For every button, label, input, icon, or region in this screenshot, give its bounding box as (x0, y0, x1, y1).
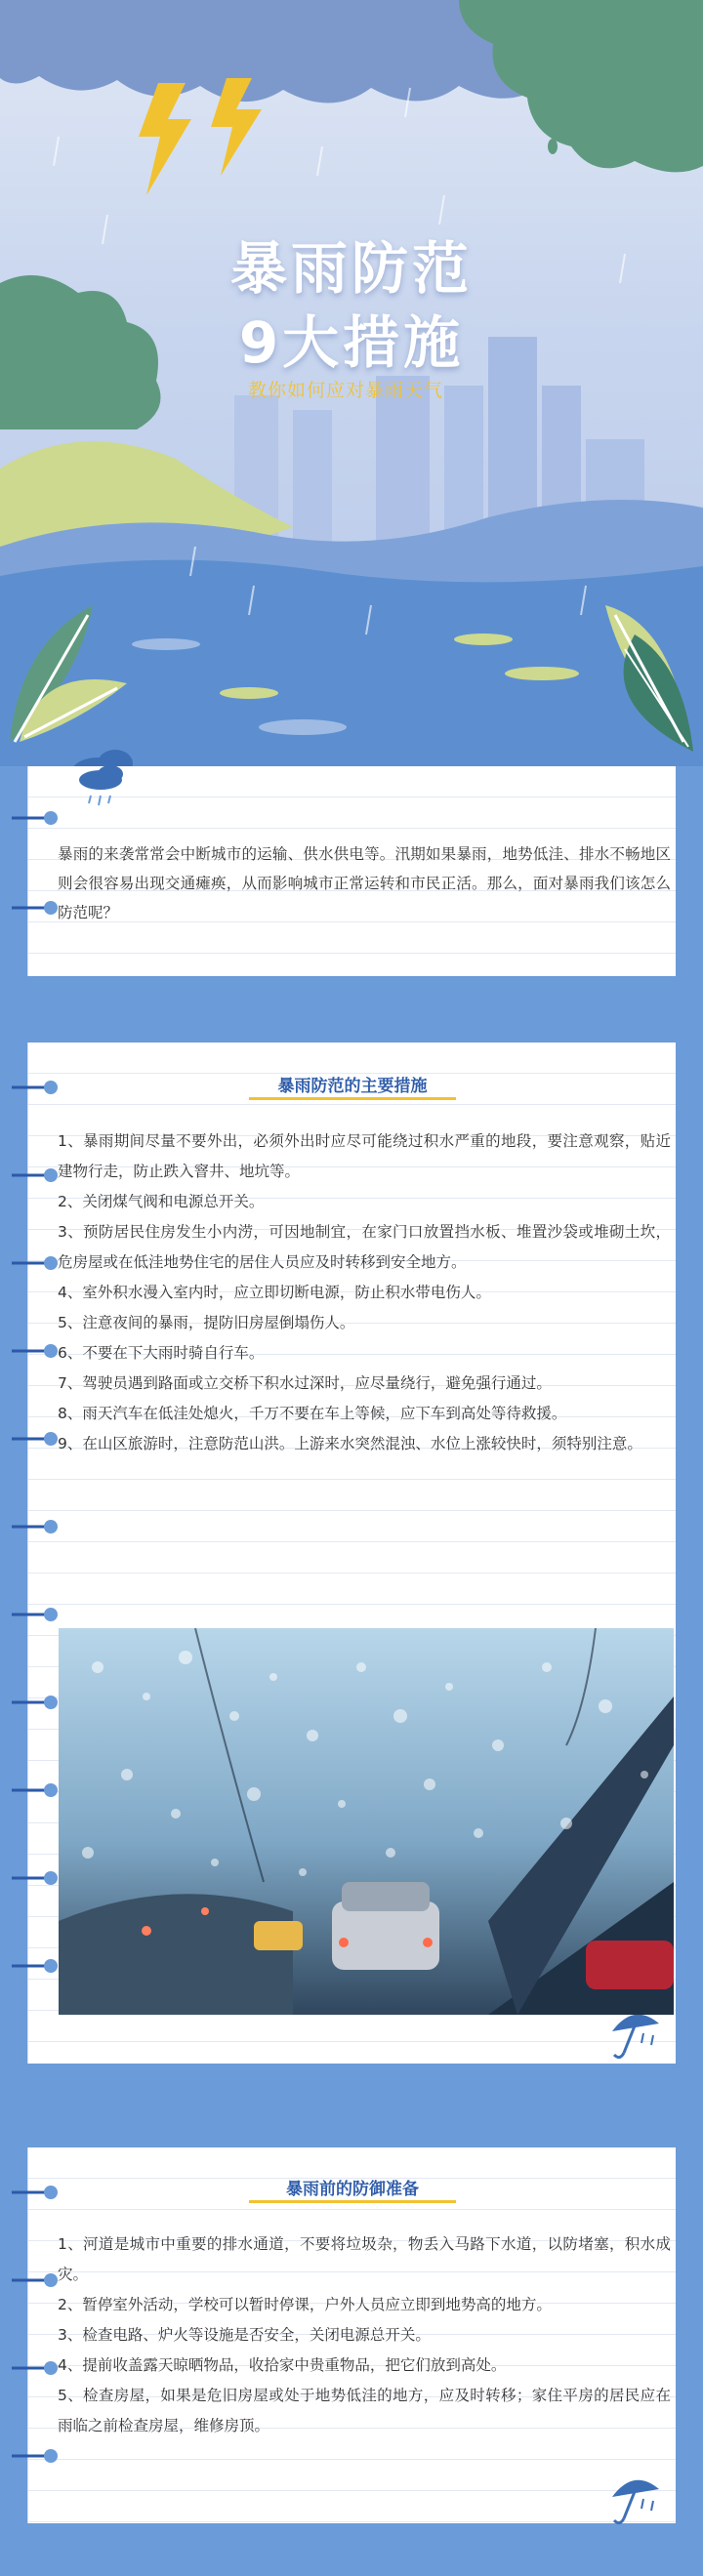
section-title-preparation: 暴雨前的防御准备 (286, 2180, 419, 2199)
binder-ring-icon (12, 808, 61, 828)
list-item: 3、检查电路、炉火等设施是否安全，关闭电源总开关。 (58, 2326, 431, 2344)
binder-ring-icon (12, 1956, 61, 1976)
binder-ring-icon (12, 2183, 61, 2202)
hero-subtitle: 教你如何应对暴雨天气 (248, 380, 444, 401)
list-item: 4、提前收盖露天晾晒物品，收拾家中贵重物品，把它们放到高处。 (58, 2356, 507, 2374)
binder-ring-icon (12, 1517, 61, 1536)
title-underline (249, 2200, 456, 2203)
list-item: 8、雨天汽车在低洼处熄火，千万不要在车上等候，应下车到高处等待救援。 (58, 1405, 567, 1422)
hero-title-line2: 9大措施 (238, 309, 465, 376)
binder-ring-icon (12, 1165, 61, 1185)
list-item: 3、预防居民住房发生小内涝，可因地制宜，在家门口放置挡水板、堆置沙袋或堆砌土坎，危房屋或在低洼地势住宅的居住人员应及时转移到安全地方。 (58, 1223, 671, 1271)
list-item: 5、注意夜间的暴雨，提防旧房屋倒塌伤人。 (58, 1314, 355, 1331)
binder-ring-icon (12, 1341, 61, 1361)
hero-banner (0, 0, 703, 766)
hero-title-line1: 暴雨防范 (229, 235, 473, 302)
binder-ring-icon (12, 1605, 61, 1624)
measures-list (58, 1126, 671, 1459)
binder-ring-icon (12, 1868, 61, 1888)
list-item: 2、关闭煤气阀和电源总开关。 (58, 1193, 265, 1210)
binder-ring-icon (12, 1780, 61, 1800)
rain-cloud-icon (71, 766, 130, 815)
list-item: 1、暴雨期间尽量不要外出，必须外出时应尽可能绕过积水严重的地段，要注意观察，贴近建物行走，防止跌入窨井、地坑等。 (58, 1132, 671, 1180)
binder-ring-icon (12, 2446, 61, 2466)
preparation-card (27, 2147, 676, 2523)
binder-ring-icon (12, 898, 61, 918)
binder-ring-icon (12, 2358, 61, 2378)
binder-ring-icon (12, 1253, 61, 1273)
list-item: 4、室外积水漫入室内时，应立即切断电源，防止积水带电伤人。 (58, 1284, 491, 1301)
preparation-list (58, 2229, 671, 2441)
binder-ring-icon (12, 1429, 61, 1449)
list-item: 2、暂停室外活动，学校可以暂时停课，户外人员应立即到地势高的地方。 (58, 2296, 552, 2313)
list-item: 5、检查房屋，如果是危旧房屋或处于地势低洼的地方，应及时转移；家住平房的居民应在雨临之前检查房屋，维修房顶。 (58, 2387, 671, 2434)
intro-card (27, 766, 676, 976)
binder-ring-icon (12, 2270, 61, 2290)
section-title-measures: 暴雨防范的主要措施 (277, 1077, 428, 1096)
umbrella-icon (604, 2470, 663, 2528)
list-item: 6、不要在下大雨时骑自行车。 (58, 1344, 265, 1362)
title-underline (249, 1097, 456, 1100)
list-item: 7、驾驶员遇到路面或立交桥下积水过深时，应尽量绕行，避免强行通过。 (58, 1374, 552, 1392)
intro-text: 暴雨的来袭常常会中断城市的运输、供水供电等。汛期如果暴雨，地势低洼、排水不畅地区则会很容易出现交通瘫痪，从而影响城市正常运转和市民正活。那么，面对暴雨我们该怎么防范呢？ (58, 845, 671, 921)
binder-ring-icon (12, 1078, 61, 1097)
list-item: 9、在山区旅游时，注意防范山洪。上游来水突然混浊、水位上涨较快时，须特别注意。 (58, 1435, 642, 1452)
rainy-window-photo (59, 1628, 674, 2015)
binder-ring-icon (12, 1693, 61, 1712)
list-item: 1、河道是城市中重要的排水通道，不要将垃圾杂，物丢入马路下水道，以防堵塞，积水成灾。 (58, 2235, 671, 2283)
